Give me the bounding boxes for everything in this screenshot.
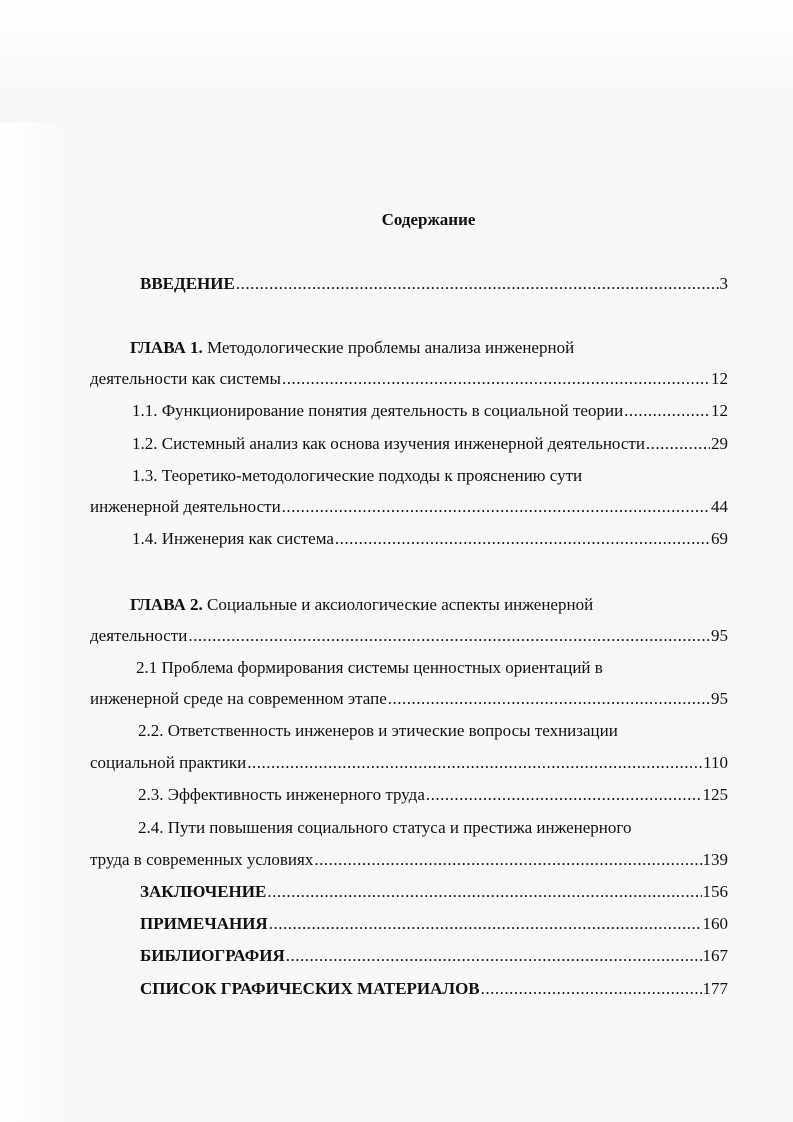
toc-page-number: 167: [702, 946, 728, 965]
toc-entry-label: деятельности: [90, 626, 188, 645]
toc-entry-label: деятельности как системы: [90, 369, 281, 388]
leader-dots: [388, 688, 710, 710]
toc-page-number: 177: [702, 979, 728, 998]
leader-dots: [646, 433, 710, 455]
toc-entry-1-2[interactable]: [132, 433, 728, 455]
leader-dots: [335, 528, 710, 550]
toc-entry-2-1[interactable]: [90, 688, 728, 710]
chapter-title: Социальные и аксиологические аспекты инженерной: [207, 595, 594, 614]
toc-entry-1-4[interactable]: [132, 528, 728, 550]
toc-page-number: 95: [711, 626, 728, 645]
toc-entry-2-3[interactable]: [138, 784, 728, 806]
toc-page-number: 95: [711, 689, 728, 708]
chapter-prefix: ГЛАВА 1.: [130, 338, 203, 357]
toc-entry-1-3-line1[interactable]: 1.3. Теоретико-методологические подходы к прояснению сути: [132, 466, 583, 485]
toc-page-number: 110: [703, 753, 728, 772]
toc-entry-conclusion[interactable]: [140, 881, 728, 903]
toc-entry-label: 1.4. Инженерия как система: [132, 529, 334, 548]
toc-page-number: 160: [702, 914, 728, 933]
leader-dots: [286, 945, 702, 967]
chapter-2-heading[interactable]: [130, 594, 593, 616]
chapter-title: Методологические проблемы анализа инженерной: [207, 338, 575, 357]
chapter-prefix: ГЛАВА 2.: [130, 595, 203, 614]
leader-dots: [282, 368, 710, 390]
toc-page-number: 12: [711, 369, 728, 388]
toc-entry-label: 1.2. Системный анализ как основа изучения инженерной деятельности: [132, 434, 645, 453]
document-page: [64, 122, 793, 1122]
toc-entry-chapter-2[interactable]: [90, 625, 728, 647]
toc-page-number: 125: [702, 785, 728, 804]
leader-dots: [267, 881, 701, 903]
toc-page-number: 69: [711, 529, 728, 548]
leader-dots: [236, 273, 719, 295]
toc-entry-2-4-line1[interactable]: 2.4. Пути повышения социального статуса и престижа инженерного: [138, 818, 632, 837]
toc-entry-label: социальной практики: [90, 753, 247, 772]
toc-entry-1-1[interactable]: [132, 400, 728, 422]
toc-entry-2-4[interactable]: [90, 849, 728, 871]
leader-dots: [282, 496, 710, 518]
leader-dots: [481, 978, 702, 1000]
leader-dots: [269, 913, 702, 935]
toc-entry-label: труда в современных условиях: [90, 850, 314, 869]
leader-dots: [314, 849, 701, 871]
toc-page-number: 44: [711, 497, 728, 516]
toc-entry-2-1-line1[interactable]: 2.1 Проблема формирования системы ценностных ориентаций в: [136, 658, 603, 677]
toc-page-number: 29: [711, 434, 728, 453]
toc-entry-label: инженерной среде на современном этапе: [90, 689, 387, 708]
toc-entry-bibliography[interactable]: [140, 945, 728, 967]
toc-entry-label: ВВЕДЕНИЕ: [140, 274, 235, 293]
toc-entry-figures-list[interactable]: [140, 978, 728, 1000]
leader-dots: [247, 752, 702, 774]
scan-margin-top: [0, 0, 793, 122]
toc-entry-2-2[interactable]: [90, 752, 728, 774]
toc-entry-label: инженерной деятельности: [90, 497, 281, 516]
toc-page-number: 156: [702, 882, 728, 901]
toc-entry-label: 2.3. Эффективность инженерного труда: [138, 785, 425, 804]
toc-page-number: 139: [702, 850, 728, 869]
toc-page-number: 3: [719, 274, 728, 293]
toc-entry-label: ЗАКЛЮЧЕНИЕ: [140, 882, 267, 901]
toc-entry-label: ПРИМЕЧАНИЯ: [140, 914, 268, 933]
page-title: Содержание: [381, 210, 476, 229]
leader-dots: [624, 400, 710, 422]
leader-dots: [426, 784, 702, 806]
toc-entry-chapter-1[interactable]: [90, 368, 728, 390]
toc-entry-label: БИБЛИОГРАФИЯ: [140, 946, 285, 965]
toc-entry-label: 1.1. Функционирование понятия деятельность в социальной теории: [132, 401, 624, 420]
toc-entry-label: СПИСОК ГРАФИЧЕСКИХ МАТЕРИАЛОВ: [140, 979, 480, 998]
toc-entry-2-2-line1[interactable]: 2.2. Ответственность инженеров и этические вопросы технизации: [138, 721, 618, 740]
toc-entry-1-3[interactable]: [90, 496, 728, 518]
chapter-1-heading[interactable]: [130, 337, 574, 359]
scan-margin-left: [0, 122, 64, 1122]
toc-entry-notes[interactable]: [140, 913, 728, 935]
toc-entry-intro[interactable]: [140, 273, 728, 295]
leader-dots: [188, 625, 710, 647]
toc-page-number: 12: [711, 401, 728, 420]
